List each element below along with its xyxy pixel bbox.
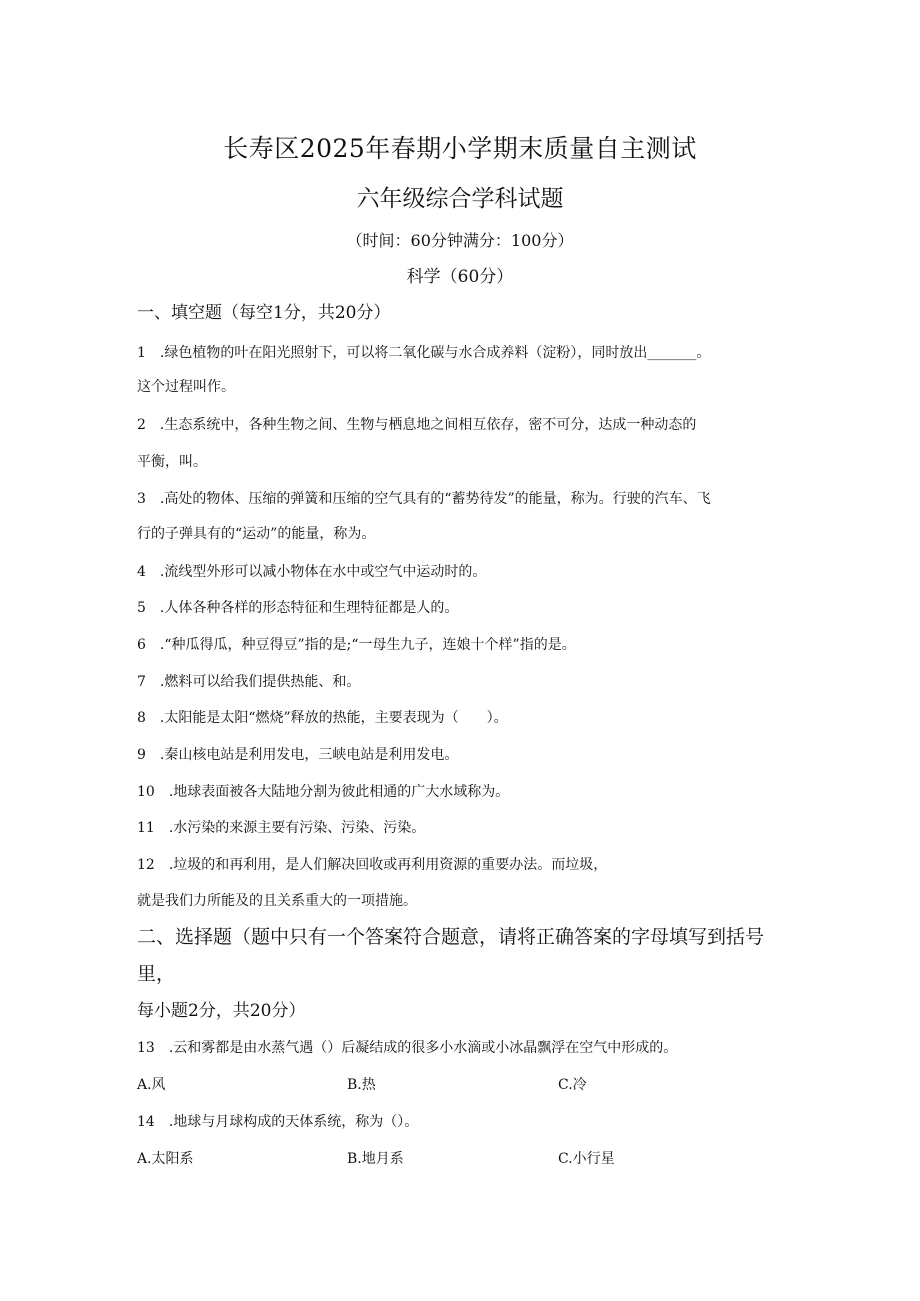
question-line: 6 .“种瓜得瓜，种豆得豆”指的是;“一母生九子，连娘十个样”指的是。 <box>137 637 576 653</box>
subject-heading: 科学（60分） <box>406 267 514 287</box>
question-line: 行的子弹具有的“运动”的能量，称为。 <box>137 526 376 542</box>
question-14: 14 .地球与月球构成的天体系统，称为（）。 <box>137 1114 419 1130</box>
question-line: 11 .水污染的来源主要有污染、污染、污染。 <box>137 820 426 836</box>
question-line: 8 .太阳能是太阳“燃烧”释放的热能，主要表现为（ ）。 <box>137 710 508 726</box>
option-a: A.风 <box>137 1077 166 1093</box>
section-1-heading: 一、填空题（每空1分，共20分） <box>137 303 391 323</box>
exam-subtitle: 六年级综合学科试题 <box>356 186 564 212</box>
question-line: 9 .秦山核电站是利用发电，三峡电站是利用发电。 <box>137 747 459 763</box>
question-line: 这个过程叫作。 <box>137 379 235 395</box>
question-line: 5 .人体各种各样的形态特征和生理特征都是人的。 <box>137 600 459 616</box>
question-line: 3 .高处的物体、压缩的弹簧和压缩的空气具有的“蓄势待发”的能量，称为。行驶的汽车、飞 <box>137 491 711 507</box>
exam-info: （时间：60分钟满分：100分） <box>346 231 574 250</box>
question-13: 13 .云和雾都是由水蒸气遇（）后凝结成的很多小水滴或小冰晶飘浮在空气中形成的。 <box>137 1040 678 1056</box>
question-line: 12 .垃圾的和再利用，是人们解决回收或再利用资源的重要办法。而垃圾， <box>137 857 608 873</box>
option-b: B.地月系 <box>347 1151 404 1167</box>
section-2-heading-cont: 里， <box>137 963 176 985</box>
question-line: 2 .生态系统中，各种生物之间、生物与栖息地之间相互依存，密不可分，达成一种动态的 <box>137 417 697 433</box>
exam-title: 长寿区2025年春期小学期末质量自主测试 <box>223 134 697 163</box>
option-b: B.热 <box>347 1077 376 1093</box>
question-line: 10 .地球表面被各大陆地分割为彼此相通的广大水域称为。 <box>137 784 510 800</box>
option-c: C.小行星 <box>558 1151 615 1167</box>
section-2-scoring: 每小题2分，共20分） <box>137 1001 306 1021</box>
option-c: C.冷 <box>558 1077 587 1093</box>
question-line: 平衡，叫。 <box>137 454 207 470</box>
question-line: 就是我们力所能及的且关系重大的一项措施。 <box>137 893 417 909</box>
section-2-heading: 二、选择题（题中只有一个答案符合题意，请将正确答案的字母填写到括号 <box>137 926 765 948</box>
option-a: A.太阳系 <box>137 1151 194 1167</box>
question-line: 7 .燃料可以给我们提供热能、和。 <box>137 674 361 690</box>
question-line: 4 .流线型外形可以减小物体在水中或空气中运动时的。 <box>137 564 487 580</box>
question-line: 1 .绿色植物的叶在阳光照射下，可以将二氧化碳与水合成养料（淀粉），同时放出_______。 <box>137 345 711 361</box>
